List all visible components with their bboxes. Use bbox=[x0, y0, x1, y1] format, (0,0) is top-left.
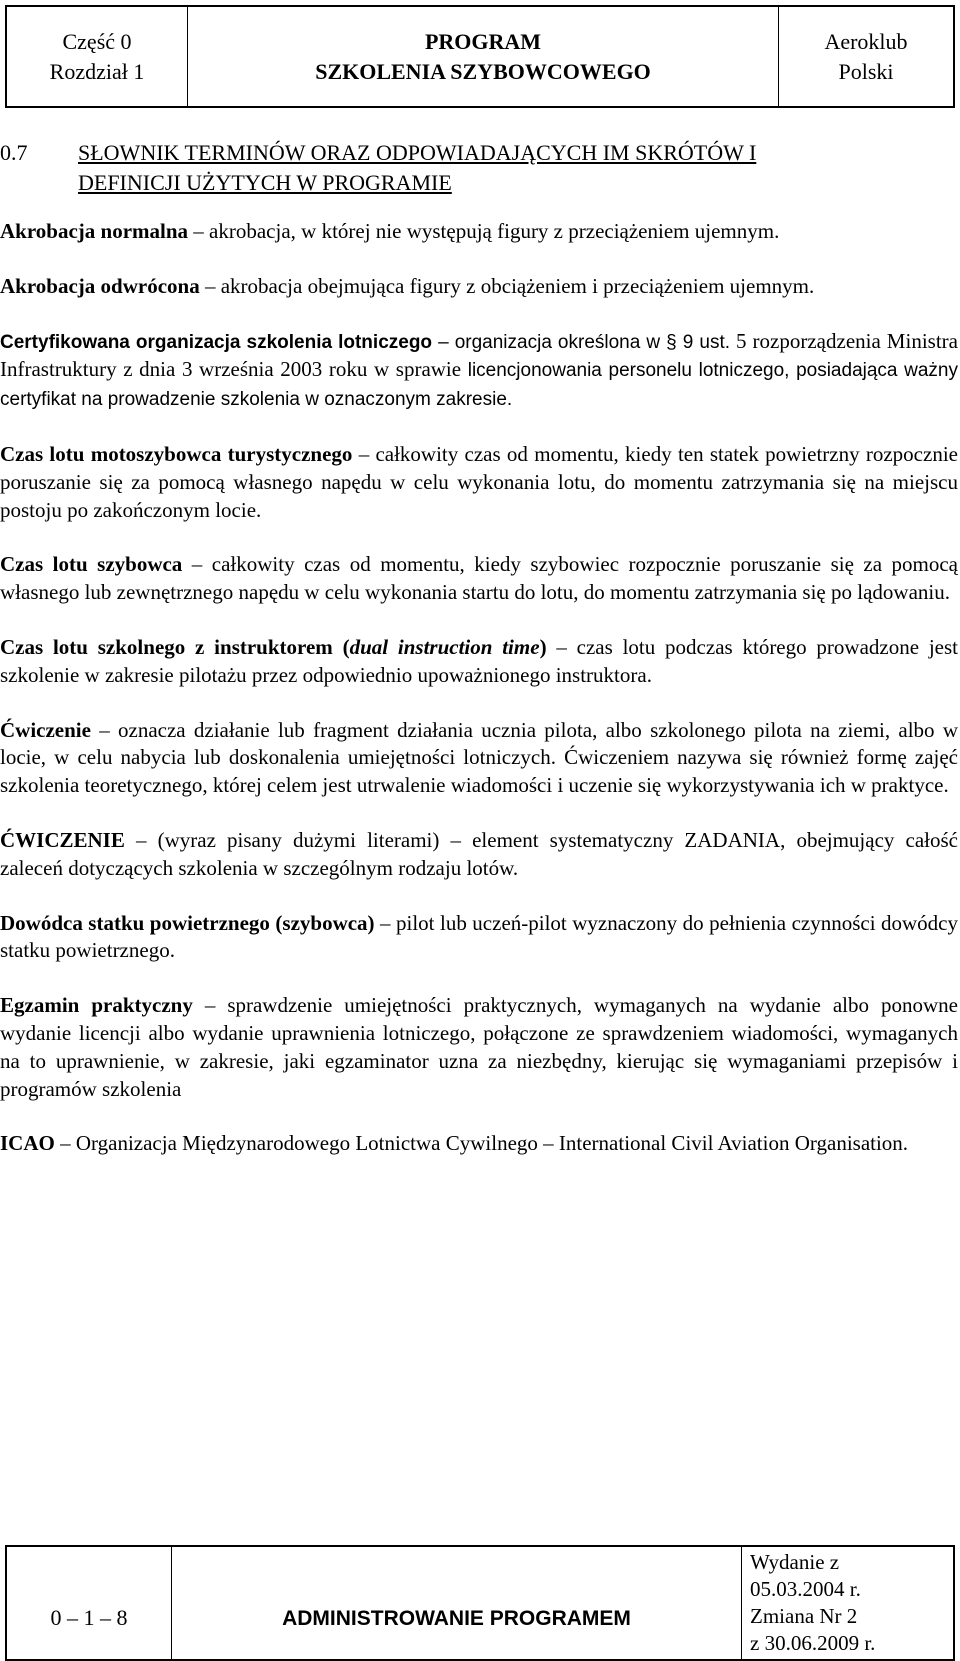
glossary-term: Czas lotu szybowca bbox=[0, 552, 183, 577]
glossary-entry bbox=[0, 441, 958, 524]
glossary-definition: – czas lotu podczas którego prowadzone jest szkolenie w zakresie pilotażu przez odpowiednio upoważnionego instruktora. bbox=[0, 634, 959, 687]
glossary-entry bbox=[0, 992, 958, 1103]
glossary-entry bbox=[0, 1130, 958, 1158]
glossary-term: Akrobacja odwrócona bbox=[0, 273, 200, 298]
footer-title: ADMINISTROWANIE PROGRAMEM bbox=[172, 1547, 742, 1659]
glossary-definition: – akrobacja obejmująca figury z obciążeniem i przeciążeniem ujemnym. bbox=[199, 273, 815, 298]
glossary-definition-part2: 5 rozporządzenia Ministra Infrastruktury z dnia 3 września 2003 roku w sprawie bbox=[0, 328, 958, 382]
glossary-entry bbox=[0, 827, 958, 883]
glossary-definition: – akrobacja, w której nie występują figury z przeciążeniem ujemnym. bbox=[188, 219, 780, 243]
header-title-line1: PROGRAM bbox=[424, 28, 542, 54]
glossary-entry bbox=[0, 273, 958, 301]
section-title-line2: DEFINICJI UŻYTYCH W PROGRAMIE bbox=[78, 170, 452, 195]
glossary-term-close: ) bbox=[539, 634, 547, 659]
footer-edition-line4: z 30.06.2009 r. bbox=[750, 1631, 876, 1655]
footer-edition-line2: 05.03.2004 r. bbox=[750, 1577, 861, 1601]
glossary-term: ICAO bbox=[0, 1131, 55, 1156]
glossary-definition: – całkowity czas od momentu, kiedy ten statek powietrzny rozpocznie poruszanie się za pomocą własnego napędu w celu wykonania lotu, do momentu zatrzymania się na miejscu postoju po zakończonym locie. bbox=[0, 441, 958, 522]
glossary-entry bbox=[0, 328, 958, 414]
glossary-entry bbox=[0, 218, 958, 246]
glossary-term: Czas lotu motoszybowca turystycznego bbox=[0, 441, 353, 466]
header-org-line2: Polski bbox=[838, 58, 894, 84]
glossary-term: Certyfikowana organizacja szkolenia lotniczego bbox=[0, 331, 433, 353]
glossary-definition: – Organizacja Międzynarodowego Lotnictwa Cywilnego – International Civil Aviation Organisation. bbox=[54, 1131, 909, 1156]
glossary-definition: – oznacza działanie lub fragment działania ucznia pilota, albo szkolonego pilota na ziemi, albo w locie, w celu nabycia lub doskonalenia umiejętności lotniczych. Ćwiczeniem nazywa się również formę zajęć szkolenia teoretycznego, której celem jest utrwalenie wiadomości i uczenie się wykorzystywania ich w praktyce. bbox=[0, 717, 958, 798]
glossary-term: Czas lotu szkolnego z instruktorem ( bbox=[0, 634, 350, 659]
glossary-entry bbox=[0, 910, 958, 966]
header-title-line2: SZKOLENIA SZYBOWCOWEGO bbox=[315, 58, 651, 84]
glossary-entry bbox=[0, 634, 958, 690]
header-org-line1: Aeroklub bbox=[824, 28, 908, 54]
glossary-definition-part3: licencjonowania personelu lotniczego, posiadająca ważny certyfikat na prowadzenie szkolenia w oznaczonym zakresie. bbox=[0, 360, 958, 411]
footer-edition-line1: Wydanie z bbox=[750, 1550, 840, 1574]
section-title bbox=[78, 138, 958, 198]
glossary-definition-part1: – organizacja określona w § 9 ust. bbox=[432, 331, 730, 353]
section-title-line1: SŁOWNIK TERMINÓW ORAZ ODPOWIADAJĄCYCH IM SKRÓTÓW I bbox=[78, 140, 757, 165]
glossary-entry bbox=[0, 717, 958, 800]
glossary-definition: – sprawdzenie umiejętności praktycznych, wymaganych na wydanie albo ponowne wydanie licencji albo wydanie uprawnienia lotniczego, połączone ze sprawdzeniem wiadomości, wymaganych na to uprawnienie, w zakresie, jaki egzaminator uzna za niezbędny, kierując się wymaganiami przepisów i programów szkolenia bbox=[0, 993, 958, 1101]
section-heading bbox=[0, 138, 958, 198]
glossary-term: ĆWICZENIE bbox=[0, 827, 125, 852]
page-header bbox=[5, 5, 955, 108]
glossary-term: Ćwiczenie bbox=[0, 717, 91, 742]
glossary-entry bbox=[0, 551, 958, 607]
glossary-definition: – całkowity czas od momentu, kiedy szybowiec rozpocznie poruszanie się za pomocą własnego lub zewnętrznego napędu w celu wykonania startu do lotu, do momentu zatrzymania się po lądowaniu. bbox=[0, 552, 959, 605]
glossary-term: Akrobacja normalna bbox=[0, 219, 189, 243]
header-chapter: Rozdział 1 bbox=[49, 58, 145, 84]
footer-edition bbox=[742, 1547, 953, 1659]
glossary-term: Egzamin praktyczny bbox=[0, 993, 193, 1018]
section-number: 0.7 bbox=[0, 140, 28, 165]
glossary-definition: – pilot lub uczeń-pilot wyznaczony do pełnienia czynności dowódcy statku powietrznego. bbox=[0, 910, 958, 963]
header-org-cell bbox=[779, 7, 953, 106]
document-body bbox=[0, 138, 958, 1158]
header-title-cell bbox=[188, 7, 779, 106]
header-part-cell bbox=[7, 7, 188, 106]
footer-page-ref: 0 – 1 – 8 bbox=[7, 1547, 172, 1659]
header-part: Część 0 bbox=[62, 28, 132, 54]
footer-edition-line3: Zmiana Nr 2 bbox=[750, 1604, 858, 1628]
glossary-term-english: dual instruction time bbox=[349, 634, 540, 659]
page-footer bbox=[5, 1545, 955, 1661]
glossary-definition: – (wyraz pisany dużymi literami) – element systematyczny ZADANIA, obejmujący całość zaleceń dotyczących szkolenia w szczególnym rodzaju lotów. bbox=[0, 827, 958, 880]
glossary-term: Dowódca statku powietrznego (szybowca) bbox=[0, 910, 375, 935]
